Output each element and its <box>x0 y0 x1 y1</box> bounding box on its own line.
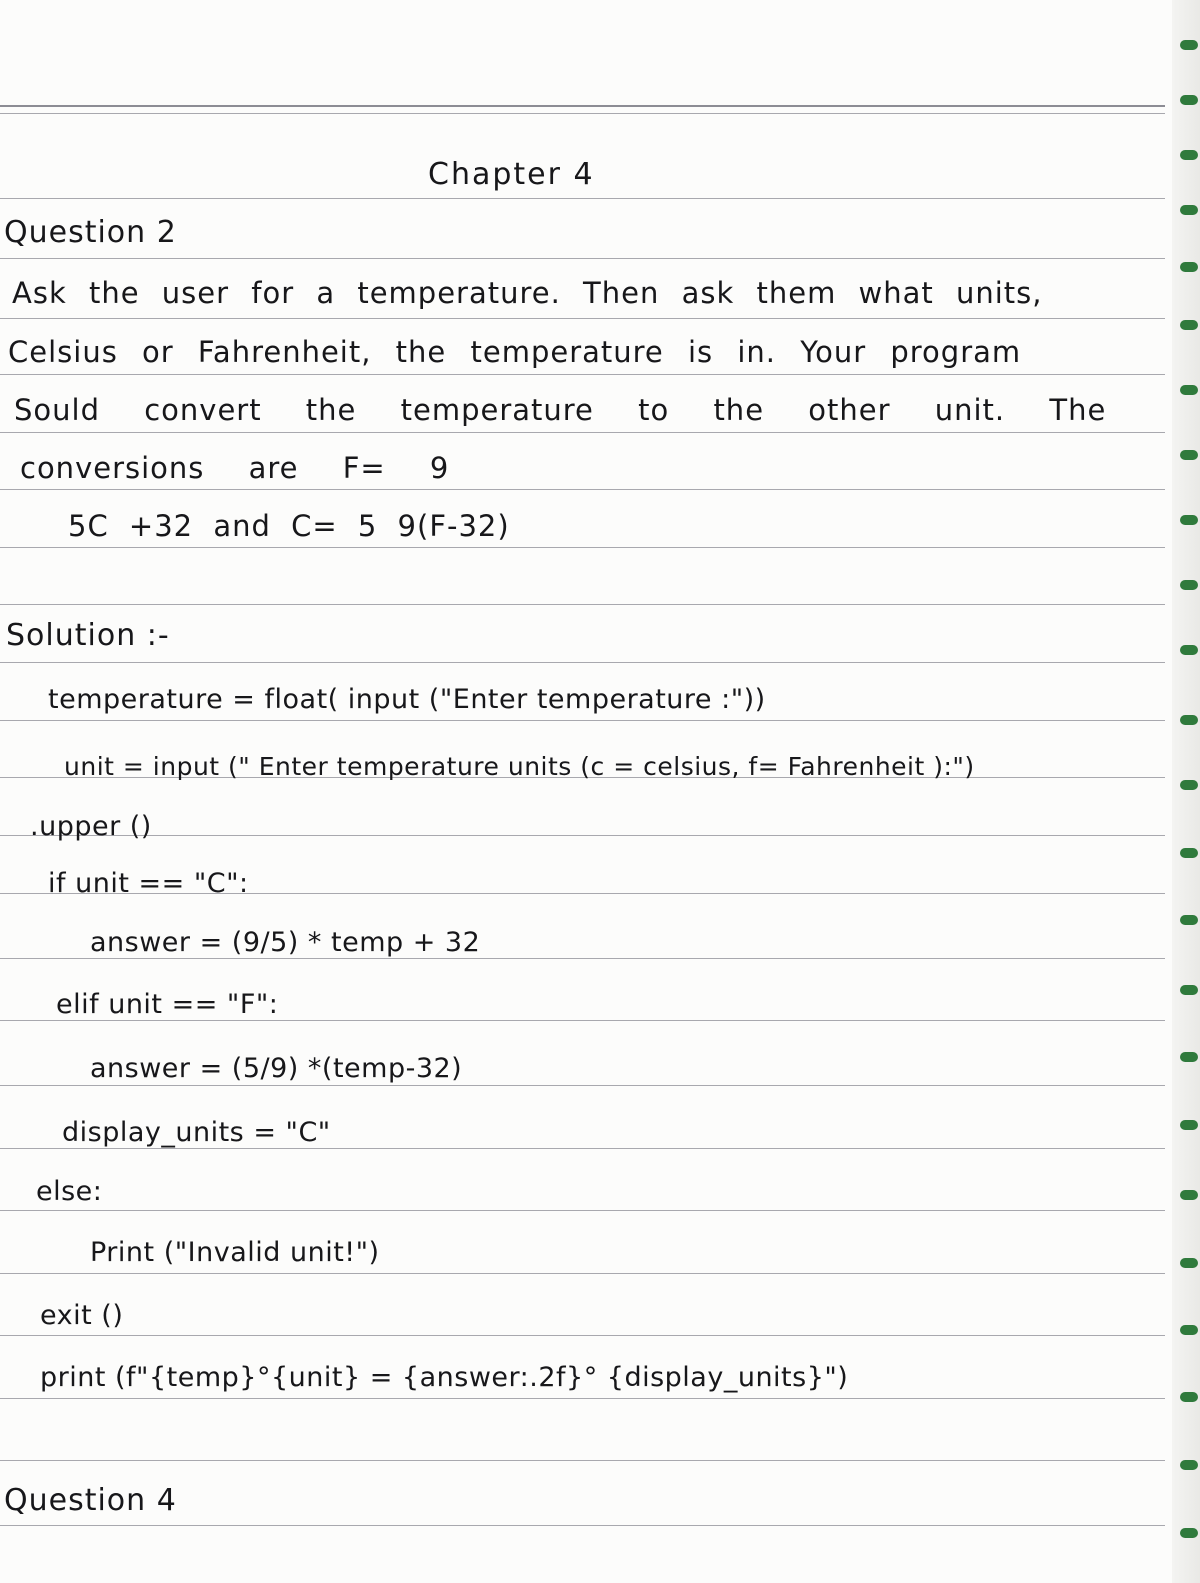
binding-ring <box>1180 1052 1198 1062</box>
binding-ring <box>1180 450 1198 460</box>
code-line: Print ("Invalid unit!") <box>90 1237 380 1268</box>
binding-ring <box>1180 580 1198 590</box>
next-question-label: Question 4 <box>4 1483 177 1518</box>
code-line: answer = (5/9) *(temp-32) <box>90 1053 463 1084</box>
binding-ring <box>1180 385 1198 395</box>
ruled-line <box>0 1210 1165 1211</box>
ruled-line <box>0 432 1165 433</box>
question-text-line: Sould convert the temperature to the other unit. The <box>14 393 1107 427</box>
binding-ring <box>1180 715 1198 725</box>
binding-ring <box>1180 848 1198 858</box>
code-line: if unit == "C": <box>48 868 249 899</box>
spiral-binding <box>1172 0 1200 1583</box>
ruled-line <box>0 113 1165 114</box>
question-label: Question 2 <box>4 215 177 250</box>
ruled-line <box>0 1335 1165 1336</box>
code-line: answer = (9/5) * temp + 32 <box>90 927 481 958</box>
top-margin-rule <box>0 105 1165 107</box>
ruled-line <box>0 318 1165 319</box>
ruled-line <box>0 604 1165 605</box>
question-text-line: 5C +32 and C= 5 9(F-32) <box>68 509 510 543</box>
ruled-line <box>0 1085 1165 1086</box>
code-line: elif unit == "F": <box>56 989 279 1020</box>
ruled-line <box>0 1398 1165 1399</box>
binding-ring <box>1180 1325 1198 1335</box>
code-line: .upper () <box>30 811 152 842</box>
code-line: unit = input (" Enter temperature units (c = celsius, f= Fahrenheit ):") <box>64 752 975 781</box>
ruled-line <box>0 835 1165 836</box>
binding-ring <box>1180 645 1198 655</box>
chapter-title: Chapter 4 <box>428 157 595 192</box>
binding-ring <box>1180 150 1198 160</box>
binding-ring <box>1180 320 1198 330</box>
ruled-line <box>0 1460 1165 1461</box>
ruled-line <box>0 662 1165 663</box>
ruled-line <box>0 489 1165 490</box>
question-text-line: Celsius or Fahrenheit, the temperature is in. Your program <box>8 335 1022 369</box>
binding-ring <box>1180 40 1198 50</box>
ruled-line <box>0 1525 1165 1526</box>
code-line: print (f"{temp}°{unit} = {answer:.2f}° {display_units}") <box>40 1362 849 1393</box>
solution-label: Solution :- <box>6 618 170 653</box>
ruled-line <box>0 374 1165 375</box>
binding-ring <box>1180 1460 1198 1470</box>
question-text-line: Ask the user for a temperature. Then ask them what units, <box>12 276 1043 310</box>
ruled-line <box>0 258 1165 259</box>
binding-ring <box>1180 205 1198 215</box>
binding-ring <box>1180 1258 1198 1268</box>
ruled-line <box>0 1148 1165 1149</box>
binding-ring <box>1180 915 1198 925</box>
ruled-line <box>0 1020 1165 1021</box>
ruled-line <box>0 958 1165 959</box>
binding-ring <box>1180 262 1198 272</box>
binding-ring <box>1180 95 1198 105</box>
binding-ring <box>1180 1392 1198 1402</box>
ruled-line <box>0 1273 1165 1274</box>
binding-ring <box>1180 1528 1198 1538</box>
code-line: display_units = "C" <box>62 1117 331 1148</box>
binding-ring <box>1180 985 1198 995</box>
code-line: exit () <box>40 1300 124 1331</box>
ruled-line <box>0 720 1165 721</box>
question-text-line: conversions are F= 9 <box>20 451 450 485</box>
ruled-line <box>0 198 1165 199</box>
code-line: else: <box>36 1176 103 1207</box>
code-line: temperature = float( input ("Enter temperature :")) <box>48 684 766 715</box>
binding-ring <box>1180 780 1198 790</box>
ruled-line <box>0 547 1165 548</box>
binding-ring <box>1180 515 1198 525</box>
binding-ring <box>1180 1120 1198 1130</box>
binding-ring <box>1180 1190 1198 1200</box>
